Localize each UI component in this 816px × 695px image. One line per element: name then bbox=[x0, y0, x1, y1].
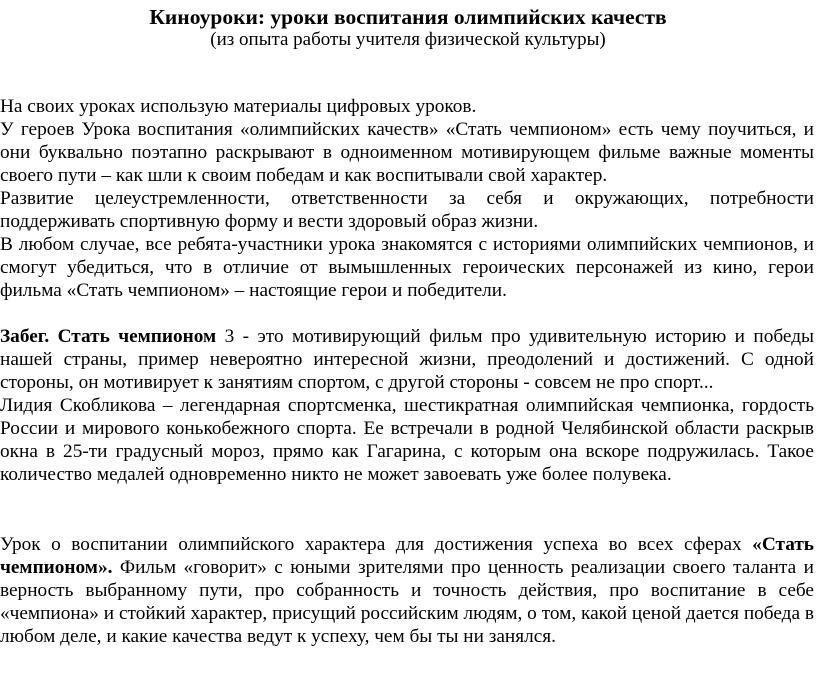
lesson-lead: Урок о воспитании олимпийского характера для достижения успеха во всех сферах bbox=[0, 534, 753, 555]
paragraph-intro-3: Развитие целеустремленности, ответственности за себя и окружающих, потребности поддерживать спортивную форму и вести здоровый образ жизни. bbox=[0, 188, 814, 232]
paragraph-intro-2: У героев Урока воспитания «олимпийских качеств» «Стать чемпионом» есть чему поучиться, и они буквально поэтапно раскрывают в одноименном мотивирующем фильме важные моменты своего пути – как шли к своим победам и как воспитывали свой характер. bbox=[0, 119, 814, 186]
lesson-rest: Фильм «говорит» с юными зрителями про ценность реализации своего таланта и верность выбранному пути, про собранность и точность действия, про воспитание в себе «чемпиона» и стойкий характер, присущий российским людям, о том, какой ценой дается победа в любом деле, и какие качества ведут к успеху, чем бы ты ни занялся. bbox=[0, 557, 814, 647]
paragraph-lesson bbox=[0, 533, 814, 648]
text-block-lesson bbox=[0, 533, 814, 648]
page-title: Киноуроки: уроки воспитания олимпийских качеств bbox=[149, 5, 667, 29]
paragraph-intro-1: На своих уроках использую материалы цифровых уроков. bbox=[0, 96, 477, 117]
paragraph-film-1 bbox=[0, 325, 814, 394]
text-block-film bbox=[0, 325, 814, 486]
film-description: 3 - это мотивирующий фильм про удивительную историю и победы нашей страны, пример невероятно интересной жизни, преодолений и достижений. С одной стороны, он мотивирует к занятиям спортом, с другой стороны - совсем не про спорт... bbox=[0, 326, 814, 393]
lesson-title-bold: «Стать чемпионом». bbox=[0, 534, 814, 578]
film-title-bold: Забег. Стать чемпионом bbox=[0, 326, 217, 347]
paragraph-intro-4: В любом случае, все ребята-участники урока знакомятся с историями олимпийских чемпионов, и смогут убедиться, что в отличие от вымышленных героических персонажей из кино, герои фильма «Стать чемпионом» – настоящие герои и победители. bbox=[0, 234, 814, 301]
page-subtitle: (из опыта работы учителя физической культуры) bbox=[210, 29, 606, 50]
paragraph-skoblikova: Лидия Скобликова – легендарная спортсменка, шестикратная олимпийская чемпионка, гордость России и мирового конькобежного спорта. Ее встречали в родной Челябинской области раскрыв окна в 25-ти градусный мороз, прямо как Гагарина, с которым она вскоре подружилась. Такое количество медалей одновременно никто не может завоевать уже более полувека. bbox=[0, 395, 814, 485]
text-block-intro bbox=[0, 95, 814, 302]
